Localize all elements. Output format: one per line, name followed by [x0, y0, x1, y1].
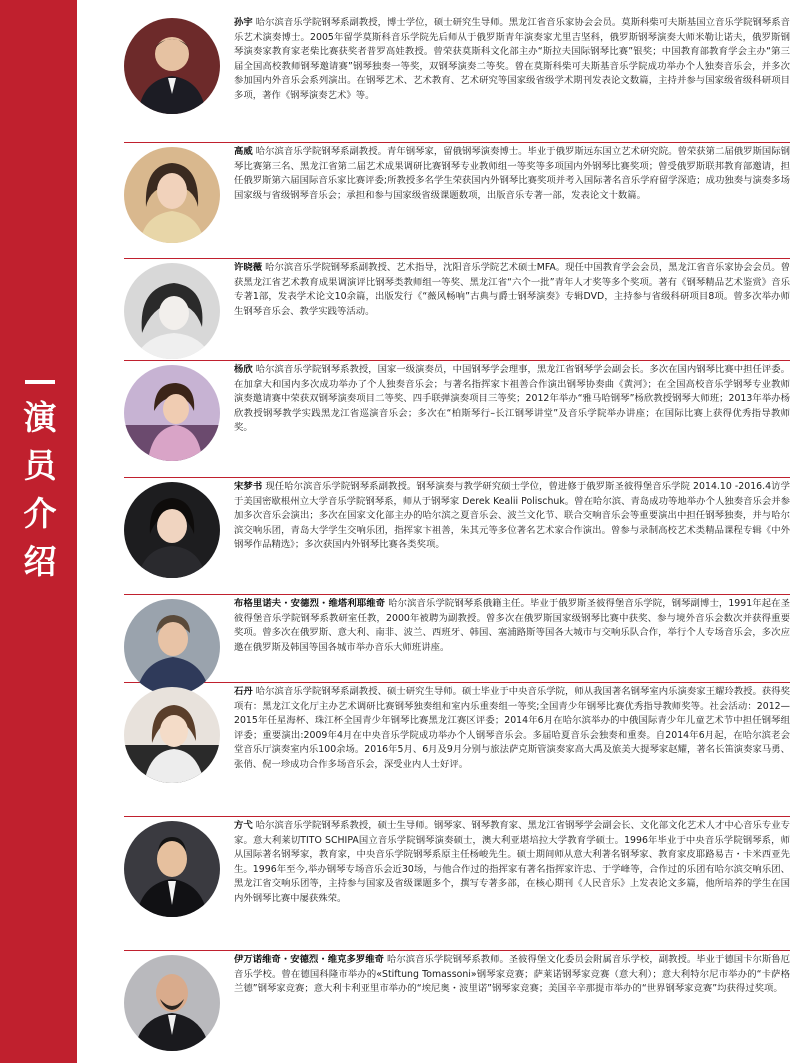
- performer-list: [124, 14, 790, 1053]
- performer-photo: [124, 955, 220, 1051]
- performer-entry: [124, 259, 790, 361]
- title-rule: [25, 380, 55, 384]
- performer-photo: [124, 365, 220, 461]
- sidebar-band: [0, 0, 77, 1063]
- performer-entry: [124, 683, 790, 817]
- performer-entry: [124, 951, 790, 1053]
- performer-name: 伊万诺维奇・安德烈・维克多罗维奇: [234, 954, 384, 965]
- performer-bio: 哈尔滨音乐学院钢琴系副教授，博士学位，硕士研究生导师。黑龙江省音乐家协会会员。莫斯科柴可夫斯基国立音乐学院钢琴系音乐艺术演奏博士。2005年留学莫斯科音乐学院先后师从于俄罗斯青年演奏家尤里吉坚科，俄罗斯钢琴演奏大师米勒让诺夫，俄罗斯钢琴演奏家教育家老柴比赛获奖者普罗高娃教授。曾荣获莫斯科文化部主办“斯拉夫国际钢琴比赛”银奖；中国教育部教育学会主办“第三届全国高校教师钢琴邀请赛”钢琴独奏一等奖，双钢琴演奏二等奖。曾在莫斯科柴可夫斯基音乐学院成功举办个人独奏音乐会，并多次参加国内外音乐会系列演出。在钢琴艺术、艺术教育、艺术研究等国家级省级学术期刊发表论文数篇，主持并参与国家级省级科研项目多项，著作《钢琴演奏艺术》等。: [234, 17, 790, 101]
- performer-entry: [124, 478, 790, 595]
- performer-photo: [124, 687, 220, 783]
- performer-entry: [124, 14, 790, 143]
- performer-name: 宋梦书: [234, 481, 263, 492]
- performer-entry: [124, 361, 790, 478]
- performer-name: 许晓薇: [234, 262, 263, 273]
- performer-photo: [124, 263, 220, 359]
- performer-name: 高威: [234, 146, 253, 157]
- performer-photo: [124, 599, 220, 695]
- title-char: 绍: [23, 542, 57, 581]
- performer-name: 石丹: [234, 686, 253, 697]
- performer-name: 方弋: [234, 820, 253, 831]
- title-char: 介: [23, 494, 57, 533]
- section-title: [16, 380, 64, 586]
- performer-entry: [124, 595, 790, 683]
- title-char: 员: [23, 446, 57, 485]
- performer-bio: 哈尔滨音乐学院钢琴系教师。圣彼得堡文化委员会附属音乐学校，副教授。毕业于德国卡尔斯鲁厄音乐学校。曾在德国科隆市举办的«Stiftung Tomassoni»钢琴家竞赛；萨莱诺钢琴家竞赛（意大利）；意大利特尔尼市举办的“卡萨格兰德”钢琴家竞赛；意大利卡利亚里市举办的“埃尼奥・波里诺”钢琴家竞赛；美国辛辛那提市举办的“世界钢琴家竞赛”均获得过奖项。: [234, 954, 790, 995]
- performer-name: 杨欣: [234, 364, 253, 375]
- performer-photo: [124, 821, 220, 917]
- performer-bio: 现任哈尔滨音乐学院钢琴系副教授。钢琴演奏与教学研究硕士学位，曾进修于俄罗斯圣彼得堡音乐学院 2014.10 -2016.4访学于美国密歇根州立大学音乐学院钢琴系，师从于钢琴家 Derek Kealii Polischuk。曾在哈尔滨、青岛成功等地举办个人独奏音乐会并参加多次音乐会演出；多次在国家文化部主办的哈尔滨之夏音乐会、波兰文化节、联合交响音乐会等重要演出中担任钢琴独奏，并与哈尔滨交响乐团，青岛大学学生交响乐团，指挥家卞祖善，朱其元等多位著名艺术家合作演出。曾参与录制高校艺术类精品课程专辑《中外钢琴作品精选》；多次获国内外钢琴比赛各类奖项。: [234, 481, 790, 551]
- performer-name: 布格里诺夫・安德烈・维塔利耶维奇: [234, 598, 386, 609]
- performer-bio: 哈尔滨音乐学院钢琴系副教授、艺术指导，沈阳音乐学院艺术硕士MFA。现任中国教育学会会员，黑龙江省音乐家协会会员。曾获黑龙江省艺术教育成果调演评比钢琴类教师组一等奖、黑龙江省“六个一批”青年人才奖等多个奖项。著有《钢琴精品艺术鉴赏》音乐专著1部，发表学术论文10余篇，出版发行《“薇风畅响”古典与爵士钢琴演奏》专辑DVD，主持参与省级科研项目8项。曾多次举办师生钢琴音乐会、教学实践等活动。: [234, 262, 790, 317]
- performer-photo: [124, 147, 220, 243]
- performer-entry: [124, 817, 790, 951]
- performer-entry: [124, 143, 790, 259]
- performer-name: 孙宇: [234, 17, 253, 28]
- performer-bio: 哈尔滨音乐学院钢琴系教授，国家一级演奏员，中国钢琴学会理事，黑龙江省钢琴学会副会长。多次在国内钢琴比赛中担任评委。在加拿大和国内多次成功举办了个人独奏音乐会；与著名指挥家卞祖善合作演出钢琴协奏曲《黄河》；在全国高校音乐学钢琴专业教师演奏邀请赛中荣获双钢琴演奏项目二等奖、四手联弹演奏项目三等奖；2012年举办“雅马哈钢琴”杨欣教授钢琴大师班；2013年举办杨欣教授钢琴教学实践黑龙江省巡演音乐会；多次在“柏斯琴行–长江钢琴讲堂”及音乐学院举办讲座；在国际比赛上获得优秀指导教师奖。: [234, 364, 790, 434]
- performer-photo: [124, 18, 220, 114]
- performer-bio: 哈尔滨音乐学院钢琴系副教授。青年钢琴家，留俄钢琴演奏博士。毕业于俄罗斯远东国立艺术研究院。曾荣获第二届俄罗斯国际钢琴比赛第三名、黑龙江省第二届艺术成果调研比赛钢琴专业教师组一等奖等多项国内外钢琴比赛奖项；曾受俄罗斯联邦教育部邀请，担任俄罗斯第六届国际音乐家比赛评委;所教授多名学生荣获国内外钢琴比赛奖项并考入国际著名音乐学府留学深造；成功独奏与演奏多场国家级与省级钢琴音乐会；承担和参与国家级省级课题数项，出版音乐专著一部，发表论文十数篇。: [234, 146, 790, 201]
- performer-bio: 哈尔滨音乐学院钢琴系教授，硕士生导师。钢琴家、钢琴教育家、黑龙江省钢琴学会副会长、文化部文化艺术人才中心音乐专业专家。意大利莱切TITO SCHIPA国立音乐学院钢琴演奏硕士，澳大利亚堪培拉大学教育学硕士。1996年毕业于中央音乐学院钢琴系，师从国际著名钢琴家，教育家，中央音乐学院钢琴系原主任杨峻先生。硕士期间师从意大利著名钢琴家、教育家皮耶路易吉・卡米西亚先生。1996年至今,举办钢琴专场音乐会近30场，与他合作过的指挥家有著名指挥家许忠、于学峰等，合作过的乐团有哈尔滨交响乐团、黑龙江省交响乐团等，主持参与国家及省级课题多个，撰写专著多部，在核心期刊《人民音乐》上发表论文多篇，他所培养的学生在国内外钢琴比赛中屡获殊荣。: [234, 820, 790, 904]
- performer-photo: [124, 482, 220, 578]
- performer-bio: 哈尔滨音乐学院钢琴系俄籍主任。毕业于俄罗斯圣彼得堡音乐学院，钢琴副博士，1991年起在圣彼得堡音乐学院钢琴系教研室任教，2000年被聘为副教授。曾多次在俄罗斯国家级钢琴比赛中获奖、参与境外音乐会数次并获得重要奖项。曾多次在俄罗斯、意大利、南非、波兰、西班牙、韩国、塞浦路斯等国各大城市与交响乐队合作，举行个人专场音乐会，多次应邀在俄罗斯及韩国等国各城市举办音乐大师班讲座。: [234, 598, 790, 653]
- performer-bio: 哈尔滨音乐学院钢琴系副教授、硕士研究生导师。硕士毕业于中央音乐学院，师从我国著名钢琴室内乐演奏家王耀玲教授。获得奖项有：黑龙江文化厅主办艺术调研比赛钢琴独奏组和室内乐重奏组一等奖;全国青少年钢琴比赛优秀指导教师奖等。社会活动：2012—2015年任星海杯、珠江杯全国青少年钢琴比赛黑龙江赛区评委；2014年6月在哈尔滨举办的中俄国际青少年儿童艺术节中担任钢琴组评委；重要演出:2009年4月在中央音乐学院成功举办个人钢琴音乐会。多届哈夏音乐会独奏和重奏。自2014年6月起，在哈尔滨老会堂音乐厅演奏室内乐100余场。2016年5月、6月及9月分别与旅法萨克斯管演奏家高大禹及旅美大提琴家赵耀，著名长笛演奏家马勇、张俏、倪一珍成功合作多场音乐会，深受业内人士好评。: [234, 686, 790, 770]
- title-char: 演: [23, 398, 57, 437]
